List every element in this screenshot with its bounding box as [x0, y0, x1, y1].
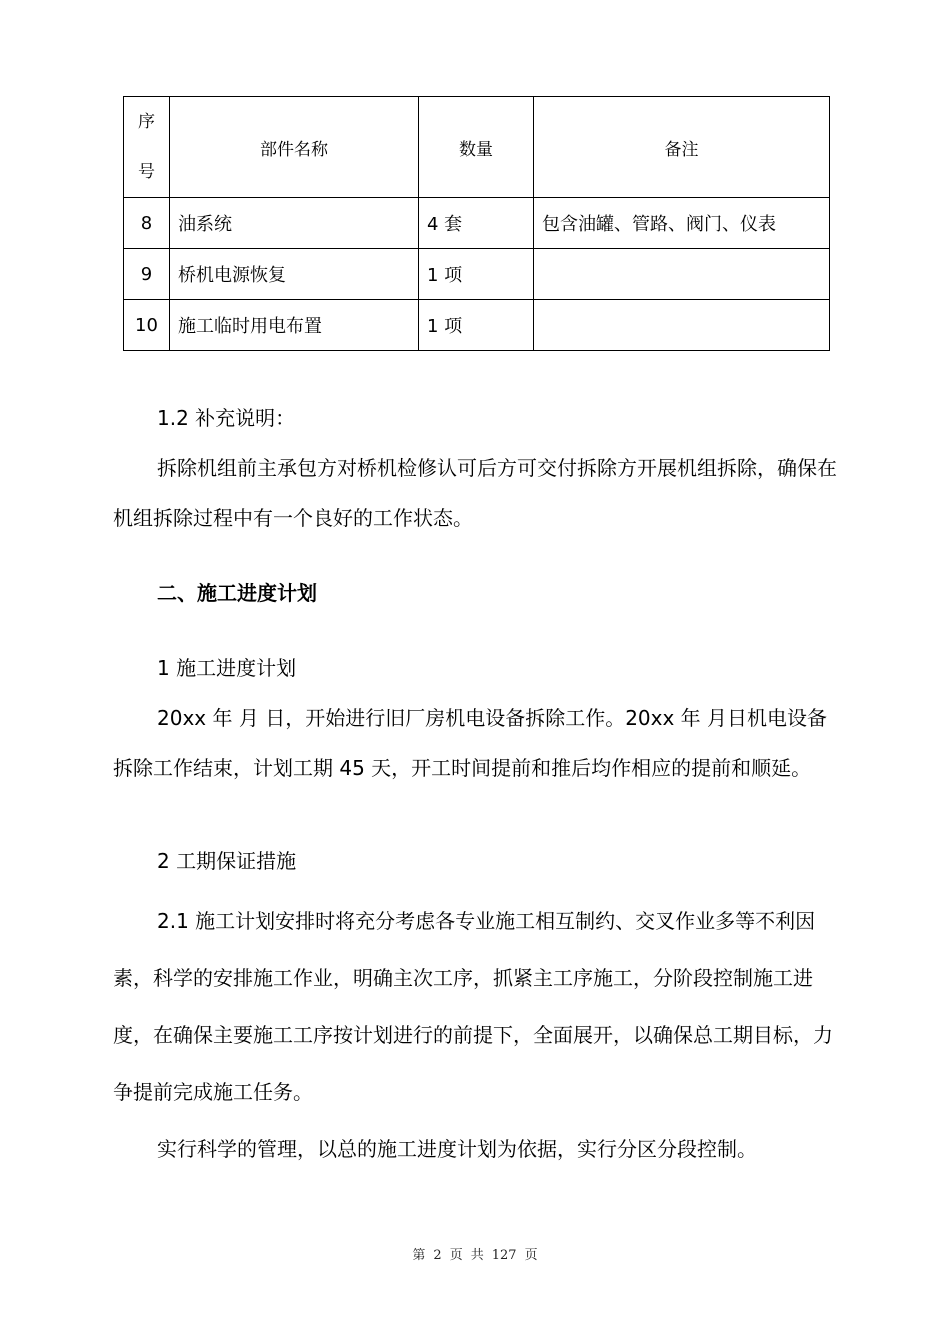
header-seq-bottom: 号 — [138, 162, 155, 182]
table-row — [124, 249, 830, 300]
parts-table — [123, 96, 830, 351]
table-header-row — [124, 97, 830, 198]
cell-qty: 1 项 — [419, 300, 534, 351]
header-note: 备注 — [534, 97, 830, 198]
cell-note — [534, 300, 830, 351]
table-row — [124, 300, 830, 351]
cell-qty: 1 项 — [419, 249, 534, 300]
cell-name: 桥机电源恢复 — [170, 249, 419, 300]
section-1-2-title: 1.2 补充说明： — [157, 406, 296, 430]
header-name: 部件名称 — [170, 97, 419, 198]
footer-label-ye2: 页 — [524, 1248, 538, 1263]
section-1-2-body: 拆除机组前主承包方对桥机检修认可后方可交付拆除方开展机组拆除，确保在机组拆除过程中有一个良好的工作状态。 — [113, 456, 837, 530]
cell-name: 油系统 — [170, 198, 419, 249]
footer-total-pages: 127 — [491, 1248, 517, 1263]
footer-label-total: 共 — [470, 1248, 484, 1263]
cell-qty: 4 套 — [419, 198, 534, 249]
header-qty: 数量 — [419, 97, 534, 198]
subsection-2-title: 2 工期保证措施 — [157, 849, 297, 873]
cell-no: 9 — [124, 249, 170, 300]
subsection-1-title: 1 施工进度计划 — [157, 656, 297, 680]
cell-no: 10 — [124, 300, 170, 351]
cell-no: 8 — [124, 198, 170, 249]
footer-label-ye: 页 — [449, 1248, 463, 1263]
subsection-2-1-body: 2.1 施工计划安排时将充分考虑各专业施工相互制约、交叉作业多等不利因素，科学的安排施工作业，明确主次工序，抓紧主工序施工，分阶段控制施工进度，在确保主要施工工序按计划进行的前提下，全面展开，以确保总工期目标，力争提前完成施工任务。 — [113, 909, 833, 1104]
cell-name: 施工临时用电布置 — [170, 300, 419, 351]
cell-note — [534, 249, 830, 300]
footer-current-page: 2 — [433, 1248, 442, 1263]
subsection-1-body: 20xx 年 月 日，开始进行旧厂房机电设备拆除工作。20xx 年 月日机电设备拆除工作结束，计划工期 45 天，开工时间提前和推后均作相应的提前和顺延。 — [113, 706, 828, 780]
section-2-heading: 二、施工进度计划 — [157, 581, 317, 605]
page-footer — [0, 1244, 950, 1263]
header-seq-top: 序 — [138, 112, 155, 132]
header-seq — [124, 97, 170, 198]
cell-note: 包含油罐、管路、阀门、仪表 — [534, 198, 830, 249]
closing-paragraph: 实行科学的管理，以总的施工进度计划为依据，实行分区分段控制。 — [157, 1137, 757, 1161]
table-row — [124, 198, 830, 249]
footer-label-page: 第 — [412, 1248, 426, 1263]
